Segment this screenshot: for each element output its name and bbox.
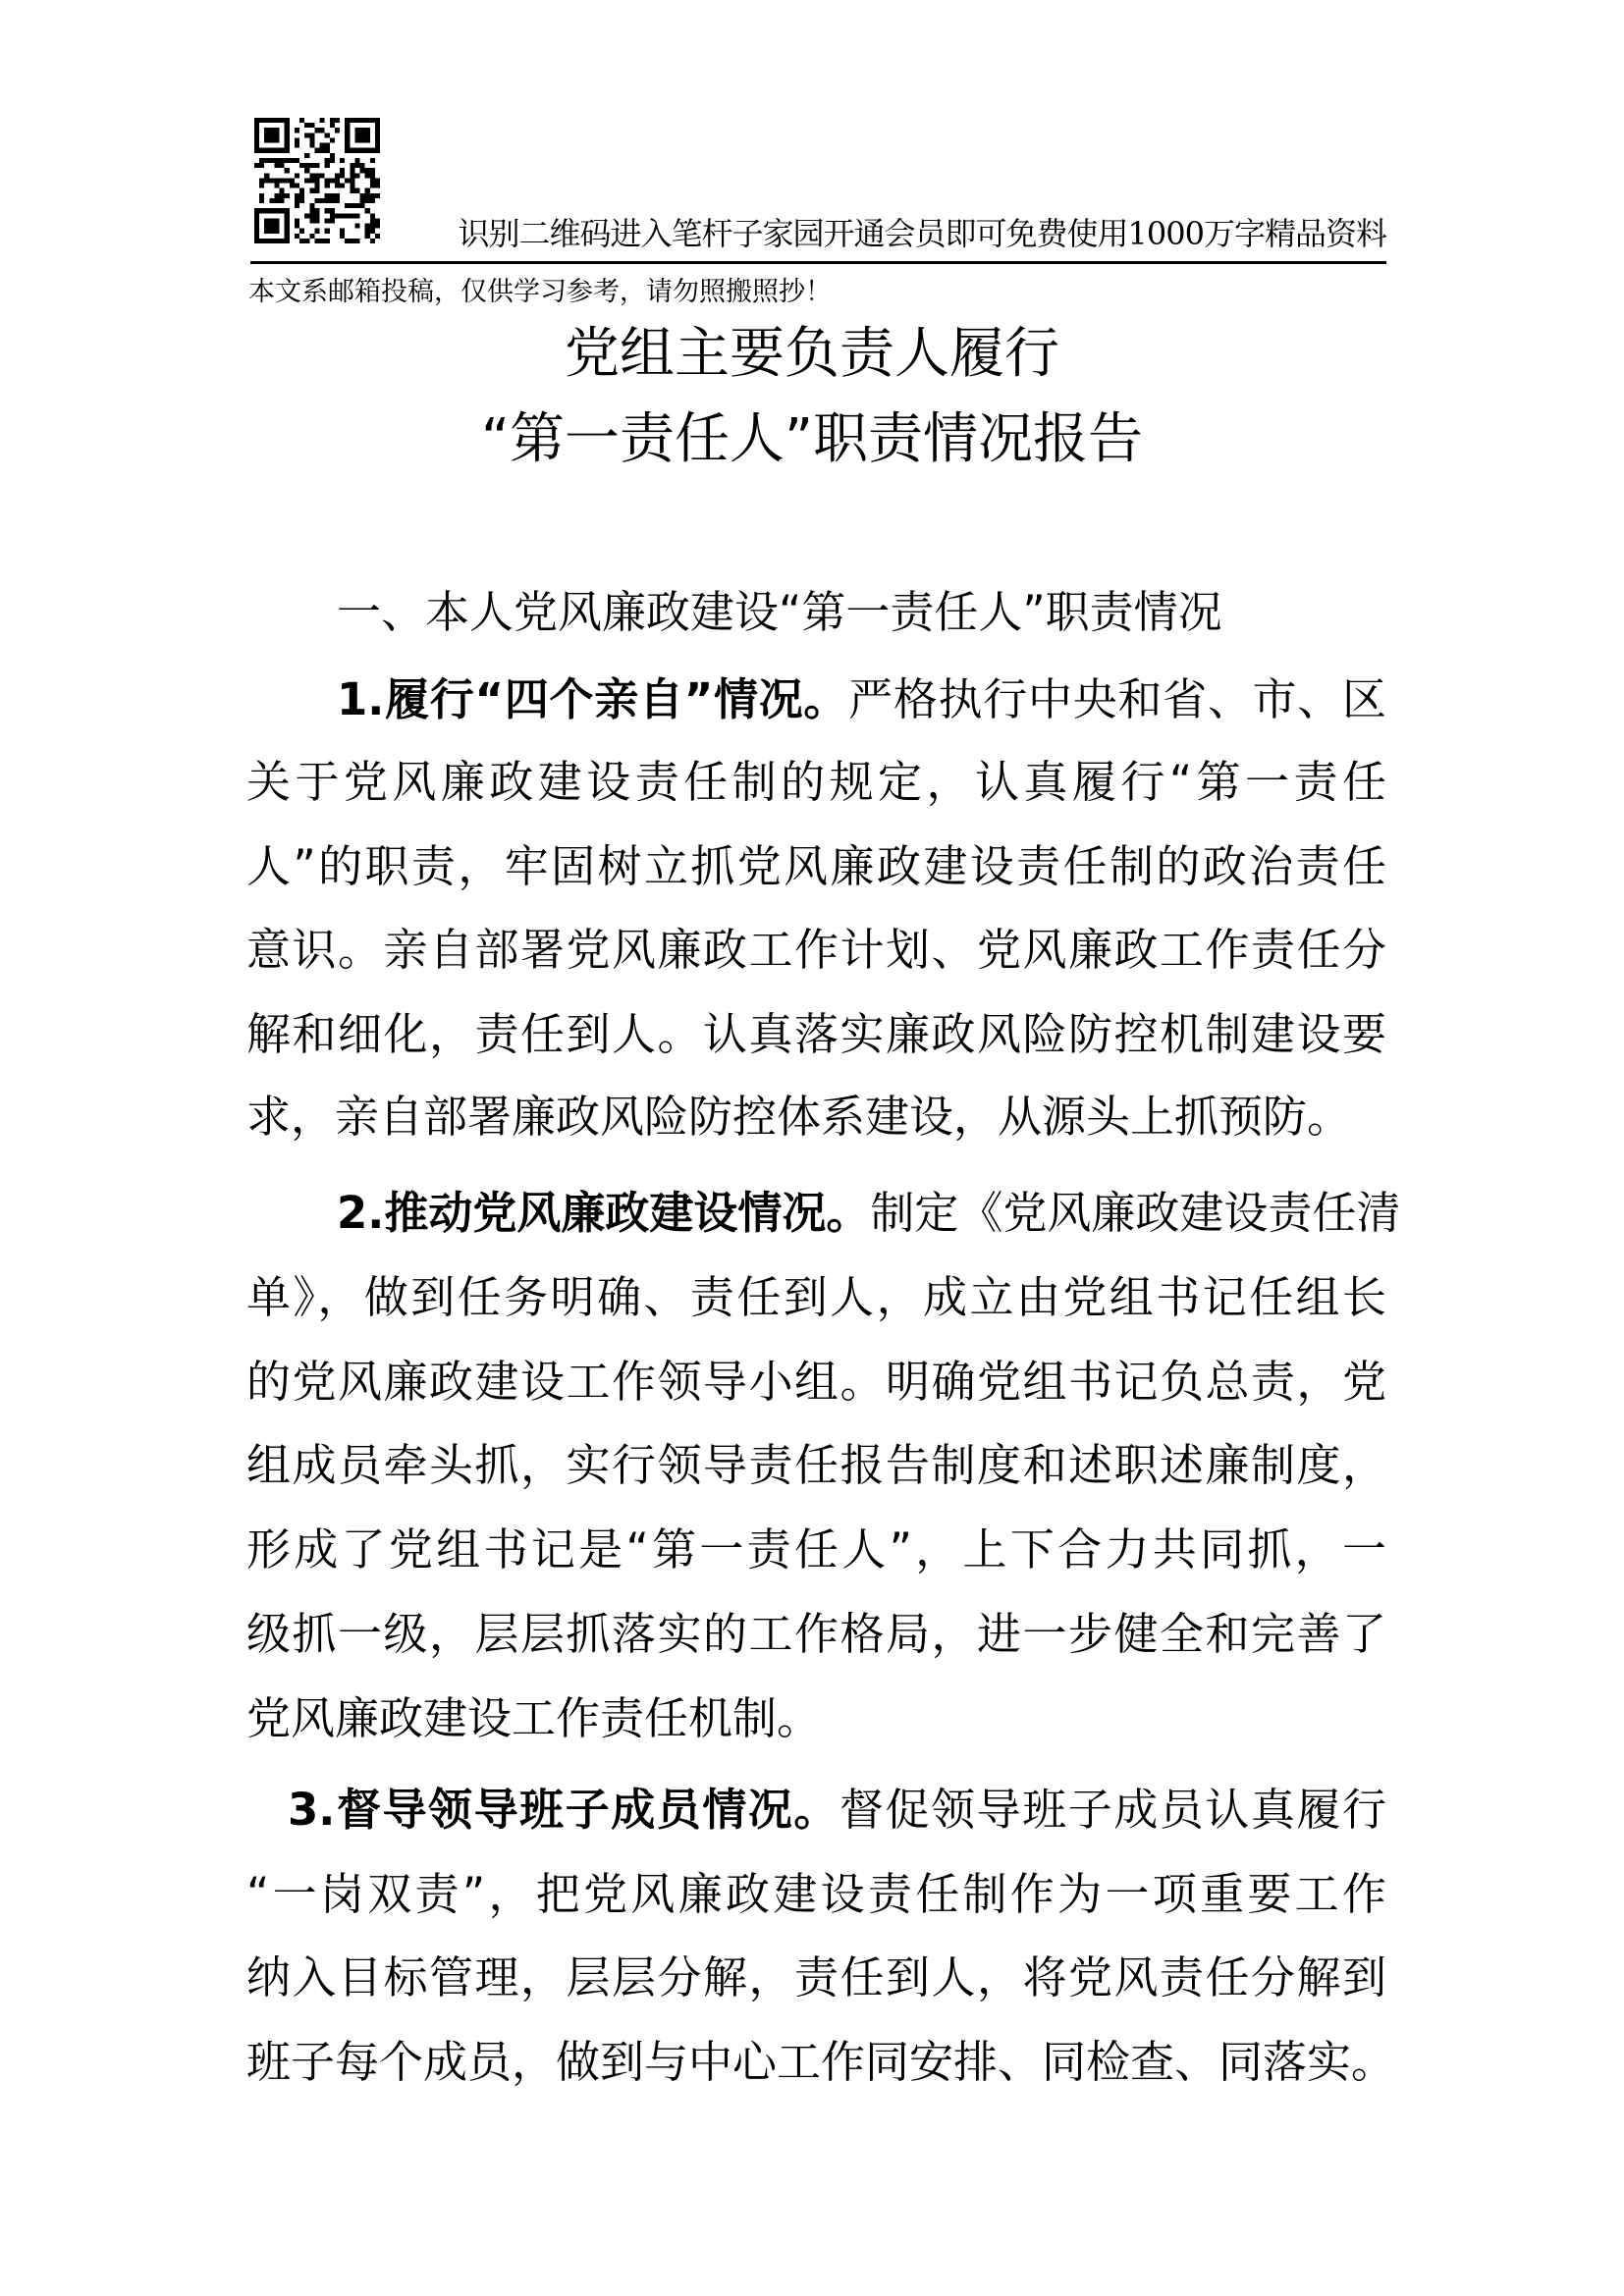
paragraph-text: 组成员牵头抓，实行领导责任报告制度和述职述廉制度， (246, 1439, 1386, 1491)
paragraph-text: 形成了党组书记是“第一责任人”，上下合力共同抓，一 (246, 1523, 1386, 1575)
paragraph-3-line (246, 2020, 1396, 2105)
paragraph-text: “一岗双责”，把党风廉政建设责任制作为一项重要工作 (246, 1868, 1386, 1920)
paragraph-3-line (246, 1936, 1386, 2020)
paragraph-2-line (246, 1423, 1386, 1508)
paragraph-text: 单》，做到任务明确、责任到人，成立由党组书记任组长 (246, 1271, 1386, 1323)
paragraph-text: 严格执行中央和省、市、区 (848, 673, 1386, 725)
promo-text: 识别二维码进入笔杆子家园开通会员即可免费使用1000万字精品资料 (458, 215, 1386, 252)
paragraph-text: 级抓一级，层层抓落实的工作格局，进一步健全和完善了 (246, 1608, 1386, 1660)
paragraph-text: 关于党风廉政建设责任制的规定，认真履行“第一责任 (246, 756, 1386, 808)
paragraph-2-line (337, 1171, 1401, 1255)
paragraph-text: 督促领导班子成员认真履行 (839, 1784, 1386, 1836)
paragraph-text: 意识。亲自部署党风廉政工作计划、党风廉政工作责任分 (246, 924, 1386, 976)
document-title-line2: “第一责任人”职责情况报告 (480, 407, 1144, 471)
paragraph-text: 求，亲自部署廉政风险防控体系建设，从源头上抓预防。 (246, 1091, 1352, 1143)
paragraph-text: 纳入目标管理，层层分解，责任到人，将党风责任分解到 (246, 1951, 1386, 2003)
paragraph-2-line (246, 1677, 1386, 1761)
paragraph-2-line (246, 1340, 1386, 1424)
paragraph-3-line (246, 1852, 1386, 1937)
paragraph-1-line (246, 908, 1386, 992)
paragraph-2-lead: 2.推动党风廉政建设情况。 (337, 1187, 871, 1239)
paragraph-text: 的党风廉政建设工作领导小组。明确党组书记负总责，党 (246, 1356, 1386, 1408)
paragraph-1-line (246, 825, 1386, 909)
qr-code-icon (254, 118, 380, 243)
paragraph-1-lead: 1.履行“四个亲自”情况。 (337, 673, 849, 725)
paragraph-3-lead: 3.督导领导班子成员情况。 (288, 1784, 839, 1836)
notice-text: 本文系邮箱投稿，仅供学习参考，请勿照搬照抄！ (248, 277, 832, 307)
paragraph-2-line (246, 1255, 1386, 1340)
paragraph-text: 制定《党风廉政建设责任清 (870, 1187, 1401, 1239)
paragraph-1-line (337, 658, 1386, 742)
section-heading: 一、本人党风廉政建设“第一责任人”职责情况 (337, 586, 1222, 638)
document-title-line1: 党组主要负责人履行 (565, 322, 1059, 386)
paragraph-1-line (246, 992, 1386, 1077)
paragraph-text: 解和细化，责任到人。认真落实廉政风险防控机制建设要 (246, 1008, 1386, 1060)
paragraph-2-line (246, 1592, 1386, 1677)
paragraph-text: 班子每个成员，做到与中心工作同安排、同检查、同落实。 (246, 2036, 1396, 2088)
header-divider (250, 261, 1386, 264)
paragraph-3-line (288, 1768, 1386, 1852)
paragraph-2-line (246, 1508, 1386, 1592)
paragraph-1-line (246, 1075, 1386, 1159)
paragraph-text: 人”的职责，牢固树立抓党风廉政建设责任制的政治责任 (246, 840, 1386, 892)
paragraph-text: 党风廉政建设工作责任机制。 (246, 1692, 822, 1744)
paragraph-1-line (246, 740, 1386, 825)
